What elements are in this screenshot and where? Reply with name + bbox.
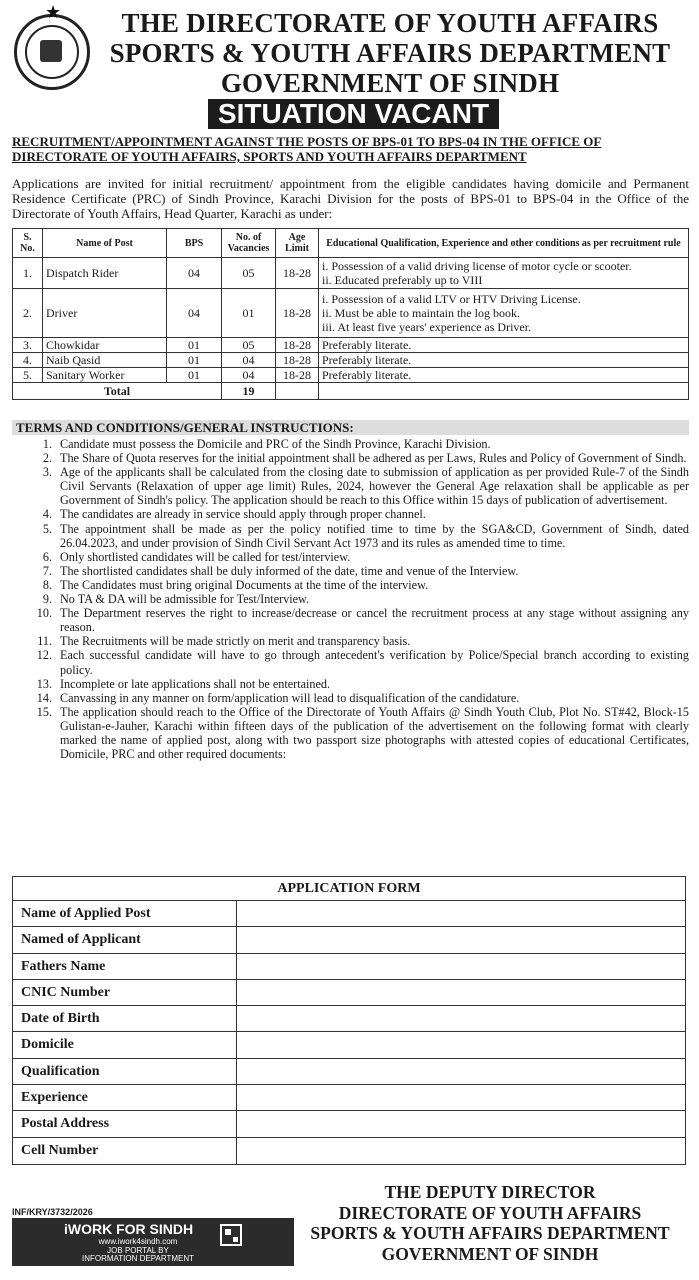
logo-line: JOB PORTAL BY [107, 1245, 169, 1255]
cell-sno: 1. [13, 258, 43, 289]
cell-sno: 5. [13, 368, 43, 383]
terms-item [12, 592, 689, 606]
terms-item-number: 5. [42, 521, 52, 536]
cell-qualification: Preferably literate. [319, 338, 689, 353]
cell-qualification [319, 258, 689, 289]
terms-item [12, 550, 689, 564]
terms-item-number: 8. [42, 577, 52, 592]
header [0, 2, 699, 98]
form-rows [13, 901, 685, 1164]
header-qualification: Educational Qualification, Experience and other conditions as per recruitment rule [319, 229, 689, 258]
terms-item-number: 9. [42, 592, 52, 607]
form-field-blank [237, 1059, 685, 1084]
table-row [13, 368, 689, 383]
terms-item-text: The Department reserves the right to increase/decrease or cancel the recruitment process at any stage without assigning any reason. [60, 606, 689, 635]
signatory-block [290, 1182, 690, 1264]
logo-url: www.iwork4sindh.com [98, 1237, 178, 1246]
org-title-line3: GOVERNMENT OF SINDH [220, 68, 560, 98]
cell-bps: 01 [167, 353, 222, 368]
terms-item-number: 1. [42, 437, 52, 451]
signatory-line: GOVERNMENT OF SINDH [381, 1243, 599, 1264]
terms-item [12, 451, 689, 465]
total-row [13, 383, 689, 400]
government-seal-icon: ★ [14, 14, 90, 90]
form-field-label: Name of Applied Post [13, 901, 237, 926]
cell-age: 18-28 [276, 353, 319, 368]
signatory-line: DIRECTORATE OF YOUTH AFFAIRS [338, 1202, 642, 1223]
terms-item [12, 677, 689, 691]
terms-item-text: The Share of Quota reserves for the initial appointment shall be adhered as per Laws, Rules and Policy of Government of Sindh. [60, 451, 687, 466]
form-row [13, 1085, 685, 1111]
table-row [13, 258, 689, 289]
reference-number: INF/KRY/3732/2026 [12, 1207, 93, 1217]
header-bps: BPS [167, 229, 222, 258]
cell-qualification: Preferably literate. [319, 353, 689, 368]
form-field-label: Fathers Name [13, 954, 237, 979]
table-row [13, 289, 689, 338]
cell-qualification [319, 289, 689, 338]
form-field-blank [237, 1085, 685, 1110]
intro-paragraph: Applications are invited for initial recruitment/ appointment from the eligible candidates having domicile and Permanent Residence Certificate (PRC) of Sindh Province, Karachi Division for the posts of BPS-01 to BPS-04 in the Office of the Directorate of Youth Affairs, Head Quarter, Karachi as under: [12, 176, 689, 221]
application-form [12, 876, 686, 1165]
form-field-label: Domicile [13, 1032, 237, 1057]
cell-vacancies: 05 [222, 338, 276, 353]
signatory-line: THE DEPUTY DIRECTOR [384, 1182, 596, 1202]
qualification-line: i. Possession of a valid driving license of motor cycle or scooter. [322, 259, 632, 273]
terms-item-text: Canvassing in any manner on form/application will lead to disqualification of the candidature. [60, 690, 520, 705]
terms-item-text: Candidate must possess the Domicile and PRC of the Sindh Province, Karachi Division. [60, 437, 491, 451]
form-field-blank [237, 1138, 685, 1164]
situation-vacant-banner: SITUATION VACANT [208, 99, 499, 129]
form-field-label: Postal Address [13, 1111, 237, 1136]
terms-item [12, 648, 689, 676]
cell-sno: 4. [13, 353, 43, 368]
form-field-label: Qualification [13, 1059, 237, 1084]
org-title-line1: THE DIRECTORATE OF YOUTH AFFAIRS [121, 8, 659, 38]
terms-item-text: The candidates are already in service should apply through proper channel. [60, 507, 426, 522]
cell-post-name: Chowkidar [43, 338, 167, 353]
terms-item-text: The Candidates must bring original Documents at the time of the interview. [60, 577, 429, 592]
header-post-name: Name of Post [43, 229, 167, 258]
form-field-blank [237, 1111, 685, 1136]
terms-item-text: No TA & DA will be admissible for Test/Interview. [60, 592, 310, 607]
terms-item-number: 4. [42, 507, 52, 522]
terms-item-number: 15. [36, 704, 52, 719]
form-row [13, 1059, 685, 1085]
qualification-line: iii. At least five years' experience as Driver. [322, 320, 532, 334]
form-field-label: CNIC Number [13, 980, 237, 1005]
logo-title: iWORK FOR SINDH [64, 1221, 194, 1237]
form-row [13, 1138, 685, 1164]
qualification-line: i. Possession of a valid LTV or HTV Driving License. [322, 292, 581, 306]
form-row [13, 927, 685, 953]
form-row [13, 1006, 685, 1032]
form-field-label: Named of Applicant [13, 927, 237, 952]
logo-line: INFORMATION DEPARTMENT [82, 1254, 194, 1263]
cell-bps: 04 [167, 258, 222, 289]
form-row [13, 1111, 685, 1137]
header-sno: S. No. [13, 229, 43, 258]
terms-item [12, 634, 689, 648]
form-row [13, 1032, 685, 1058]
subheading: RECRUITMENT/APPOINTMENT AGAINST THE POSTS OF BPS-01 TO BPS-04 IN THE OFFICE OF DIRECTORATE OF YOUTH AFFAIRS, SPORTS AND YOUTH AFFAIRS DEPARTMENT [12, 134, 602, 164]
org-title-line2: SPORTS & YOUTH AFFAIRS DEPARTMENT [109, 38, 671, 68]
iwork-for-sindh-logo [12, 1218, 294, 1266]
cell-qualification: Preferably literate. [319, 368, 689, 383]
form-field-blank [237, 1006, 685, 1031]
terms-item-text: Only shortlisted candidates will be called for test/interview. [60, 549, 351, 564]
table-row [13, 338, 689, 353]
terms-item [12, 606, 689, 634]
cell-age: 18-28 [276, 289, 319, 338]
form-field-blank [237, 954, 685, 979]
terms-item [12, 507, 689, 521]
terms-title: TERMS AND CONDITIONS/GENERAL INSTRUCTIONS: [12, 420, 689, 435]
terms-item-text: Age of the applicants shall be calculated from the closing date to submission of application as per provided Rule-7 of the Sindh Civil Servants (Relaxation of upper age limit) Rules, 2024, however the General Age relaxation shall be applicable as per Government of Sindh's policy. The application should be reach to this Office within 15 days of publication of advertisement. [60, 465, 689, 508]
terms-item [12, 578, 689, 592]
terms-item-number: 12. [36, 648, 52, 663]
header-age-limit: Age Limit [276, 229, 319, 258]
form-field-blank [237, 1032, 685, 1057]
terms-item [12, 705, 689, 761]
qualification-line: ii. Must be able to maintain the log book. [322, 306, 520, 320]
cell-post-name: Driver [43, 289, 167, 338]
form-row [13, 954, 685, 980]
terms-item-number: 3. [42, 465, 52, 480]
cell-post-name: Dispatch Rider [43, 258, 167, 289]
terms-item-number: 13. [36, 676, 52, 691]
cell-post-name: Naib Qasid [43, 353, 167, 368]
cell-sno: 3. [13, 338, 43, 353]
terms-item-number: 11. [37, 634, 52, 649]
terms-item [12, 691, 689, 705]
terms-item-text: The application should reach to the Office of the Directorate of Youth Affairs @ Sindh Youth Club, Plot No. ST#42, Block-15 Gulistan-e-Jauher, Karachi within fifteen days of the publication of the advertisement on the following format with clearly marked the name of applied post, along with two passport size photographs with attested copies of educational Certificates, Domicile, PRC and other required documents: [60, 704, 689, 762]
posts-table [12, 228, 689, 400]
terms-item [12, 465, 689, 507]
form-field-label: Date of Birth [13, 1006, 237, 1031]
form-row [13, 901, 685, 927]
terms-item-number: 10. [36, 606, 52, 621]
terms-item-text: Incomplete or late applications shall not be entertained. [60, 676, 331, 691]
terms-list [12, 437, 689, 761]
terms-item [12, 564, 689, 578]
logo-subtext [82, 1238, 194, 1264]
terms-item [12, 522, 689, 550]
terms-item-text: Each successful candidate will have to go through antecedent's verification by Police/Special branch according to existing policy. [60, 648, 689, 677]
cell-age: 18-28 [276, 338, 319, 353]
cell-age: 18-28 [276, 258, 319, 289]
cell-bps: 01 [167, 338, 222, 353]
total-label: Total [13, 383, 222, 400]
terms-item-text: The appointment shall be made as per the policy notified time to time by the SGA&CD, Government of Sindh, dated 26.04.2023, and under provision of Sindh Civil Servant Act 1973 and its rules as amended time to time. [60, 521, 689, 550]
qr-code-icon [220, 1224, 242, 1246]
cell-age: 18-28 [276, 368, 319, 383]
terms-item-number: 6. [42, 549, 52, 564]
terms-item-text: The shortlisted candidates shall be duly informed of the date, time and venue of the Interview. [60, 563, 519, 578]
cell-vacancies: 04 [222, 368, 276, 383]
terms-item-number: 2. [42, 451, 52, 466]
application-form-title: APPLICATION FORM [13, 877, 685, 901]
terms-item [12, 437, 689, 451]
empty-cell [319, 383, 689, 400]
form-field-blank [237, 980, 685, 1005]
table-row [13, 353, 689, 368]
empty-cell [276, 383, 319, 400]
form-field-label: Cell Number [13, 1138, 237, 1164]
header-vacancies: No. of Vacancies [222, 229, 276, 258]
form-field-label: Experience [13, 1085, 237, 1110]
form-field-blank [237, 927, 685, 952]
cell-bps: 04 [167, 289, 222, 338]
cell-vacancies: 01 [222, 289, 276, 338]
cell-post-name: Sanitary Worker [43, 368, 167, 383]
qualification-line: ii. Educated preferably up to VIII [322, 273, 483, 287]
signatory-line: SPORTS & YOUTH AFFAIRS DEPARTMENT [310, 1223, 670, 1243]
terms-item-number: 14. [36, 690, 52, 705]
cell-vacancies: 05 [222, 258, 276, 289]
terms-item-text: The Recruitments will be made strictly on merit and transparency basis. [60, 634, 411, 649]
table-header-row [13, 229, 689, 258]
terms-item-number: 7. [42, 563, 52, 578]
total-value: 19 [222, 383, 276, 400]
cell-vacancies: 04 [222, 353, 276, 368]
form-row [13, 980, 685, 1006]
cell-bps: 01 [167, 368, 222, 383]
cell-sno: 2. [13, 289, 43, 338]
form-field-blank [237, 901, 685, 926]
